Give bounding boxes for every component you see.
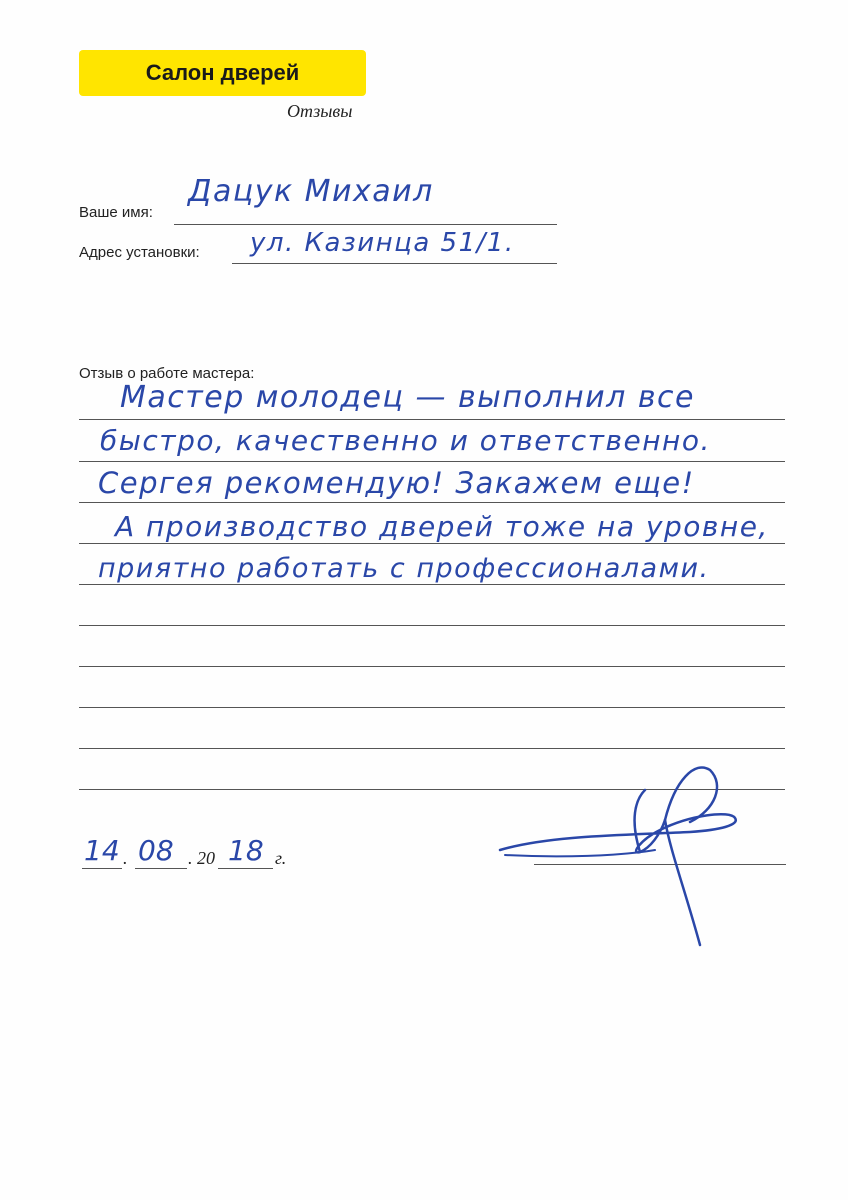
review-line-3: Сергея рекомендую! Закажем еще! <box>98 466 695 500</box>
review-rule <box>79 502 785 503</box>
signature <box>490 740 770 960</box>
date-separator: . <box>188 848 193 868</box>
review-line-5: приятно работать с профессионалами. <box>98 553 710 584</box>
review-rule <box>79 707 785 708</box>
date-day: 14 <box>84 834 120 867</box>
review-rule <box>79 584 785 585</box>
date-day-underline <box>82 868 122 869</box>
review-line-2: быстро, качественно и ответственно. <box>100 424 711 457</box>
address-label: Адрес установки: <box>79 244 200 261</box>
date-month: 08 <box>138 834 174 867</box>
review-line-4: А производство дверей тоже на уровне, <box>115 510 769 543</box>
review-rule <box>79 461 785 462</box>
address-value: ул. Казинца 51/1. <box>250 228 515 258</box>
name-label: Ваше имя: <box>79 204 153 221</box>
brand-badge <box>79 50 366 96</box>
review-line-1: Мастер молодец — выполнил все <box>120 380 695 415</box>
date-year-underline <box>218 868 273 869</box>
review-rule <box>79 625 785 626</box>
address-underline <box>232 263 557 264</box>
review-label: Отзыв о работе мастера: <box>79 365 255 382</box>
date-month-underline <box>135 868 187 869</box>
review-rule <box>79 419 785 420</box>
date-year-prefix: 20 <box>197 848 215 868</box>
review-rule <box>79 666 785 667</box>
page-subtitle: Отзывы <box>287 101 353 121</box>
date-suffix: г. <box>275 848 287 868</box>
review-rule <box>79 543 785 544</box>
brand-title: Салон дверей <box>145 60 300 85</box>
date-separator: . <box>123 848 128 868</box>
name-value: Дацук Михаил <box>188 174 434 209</box>
name-underline <box>174 224 557 225</box>
date-year-suffix: 18 <box>228 834 264 867</box>
